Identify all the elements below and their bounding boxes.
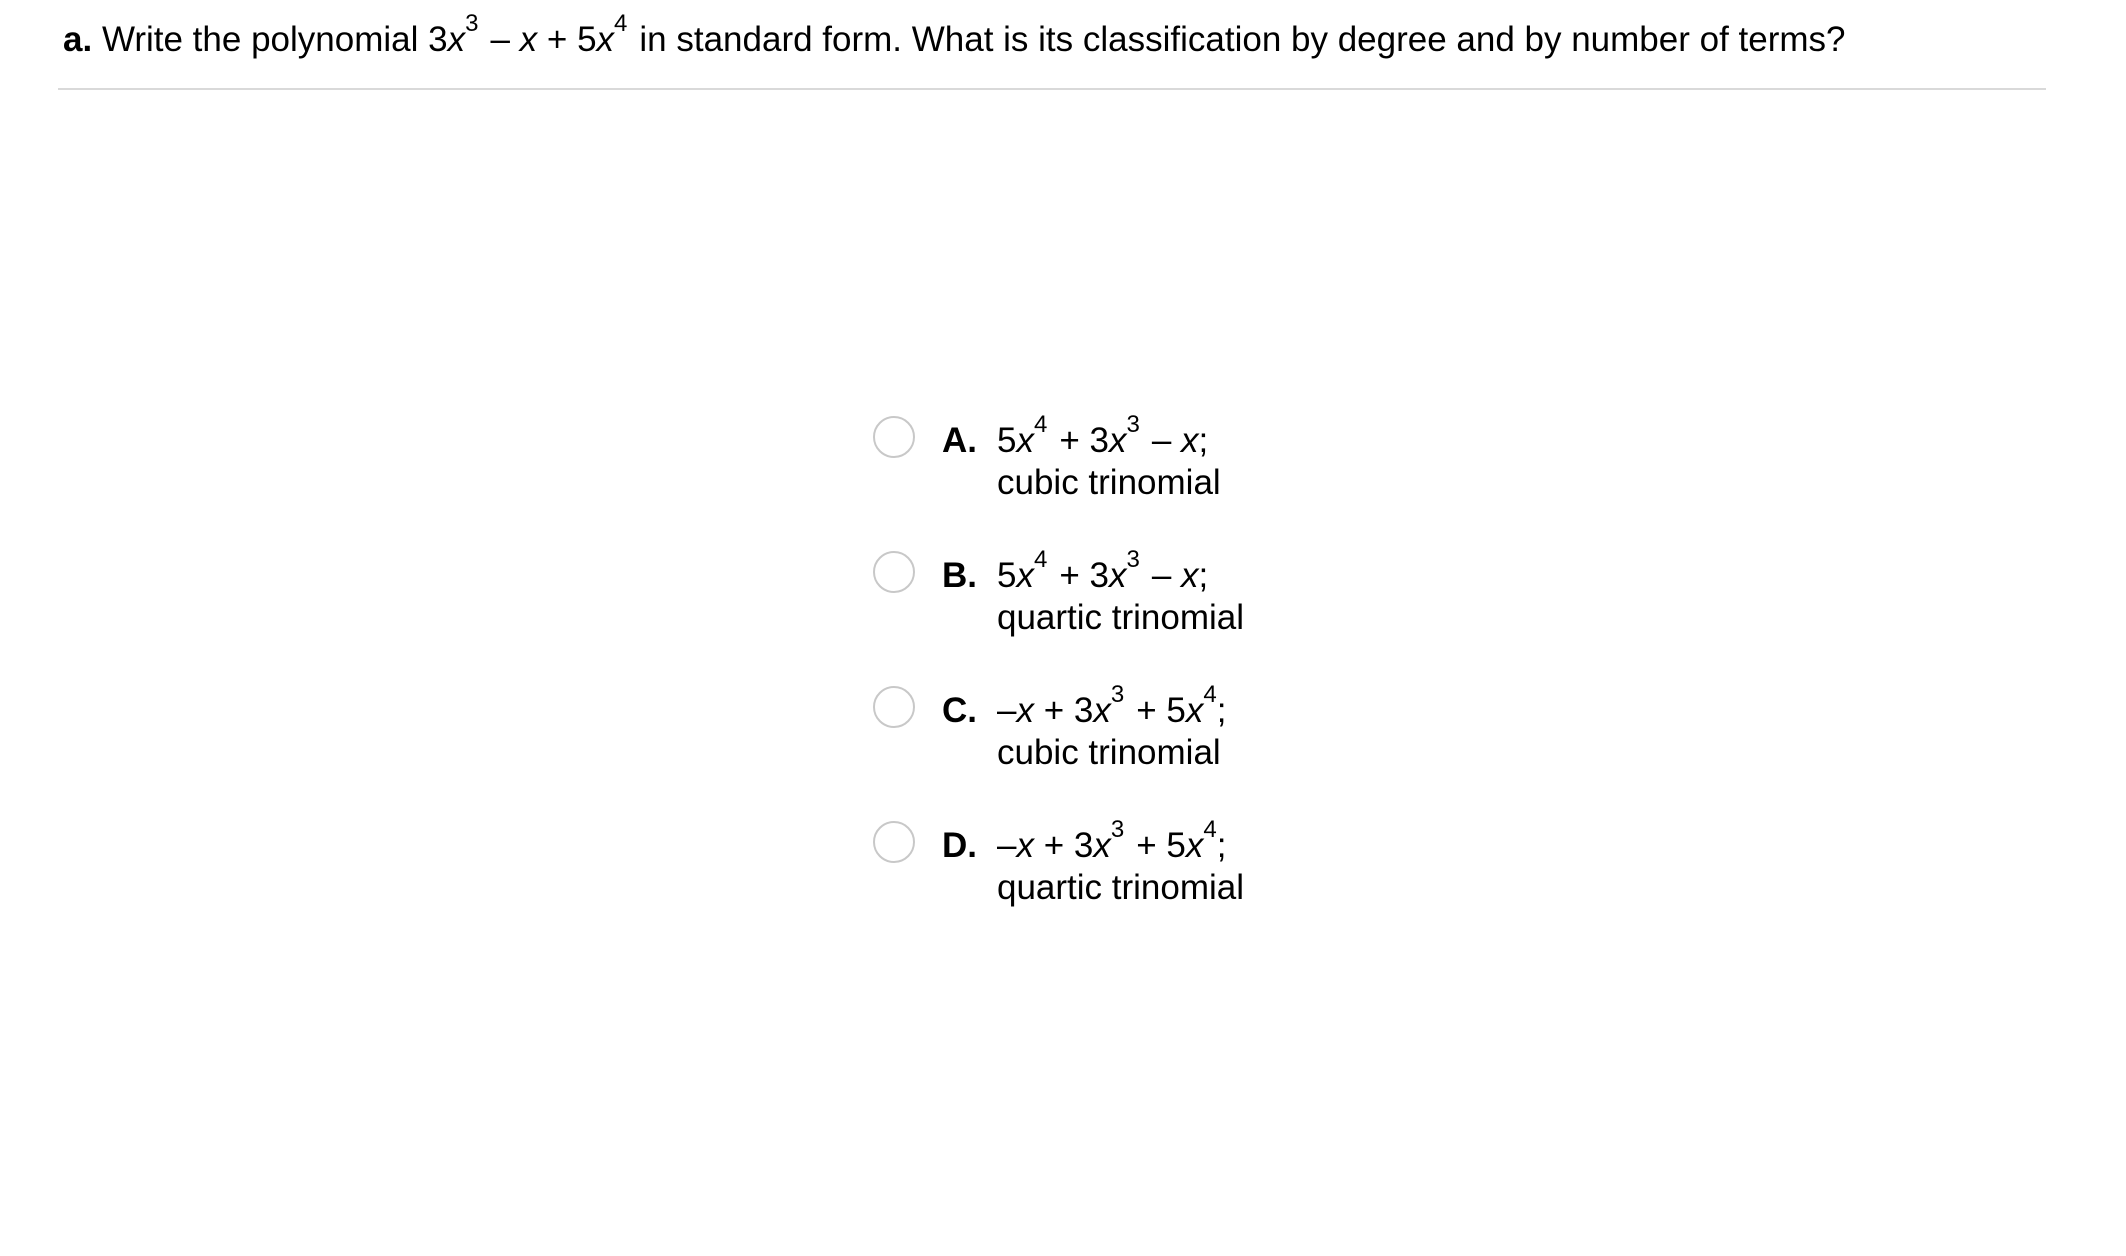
term-variable: x bbox=[1016, 556, 1034, 595]
term-terminator: ; bbox=[1216, 826, 1227, 865]
option-letter: A. bbox=[942, 421, 977, 460]
term-exponent: 3 bbox=[1110, 681, 1125, 708]
term-operator: + bbox=[1059, 421, 1080, 460]
option-letter: C. bbox=[942, 691, 977, 730]
radio-button-b[interactable] bbox=[873, 551, 915, 593]
term-exponent: 4 bbox=[1203, 816, 1217, 843]
term-exponent: 3 bbox=[1110, 816, 1125, 843]
term-variable: x bbox=[1181, 421, 1199, 460]
option-expression bbox=[997, 411, 1221, 462]
term-variable: x bbox=[519, 20, 538, 59]
term-operator: + bbox=[1059, 556, 1080, 595]
term-operator: + bbox=[546, 20, 568, 59]
option-content bbox=[997, 411, 1221, 504]
term-operator: + bbox=[1043, 826, 1065, 865]
option-expression bbox=[997, 681, 1227, 732]
term-exponent: 4 bbox=[1033, 411, 1048, 438]
option-content bbox=[997, 816, 1245, 909]
option-classification: cubic trinomial bbox=[997, 733, 1221, 772]
term-operator: – bbox=[490, 20, 510, 59]
term-coefficient: 5 bbox=[577, 20, 597, 59]
term-operator: – bbox=[997, 826, 1017, 865]
option-expression bbox=[997, 816, 1244, 867]
term-variable: x bbox=[1185, 691, 1204, 730]
term-terminator: ; bbox=[1198, 556, 1209, 595]
term-coefficient: 3 bbox=[1089, 556, 1109, 595]
question-text-before: Write the polynomial bbox=[101, 20, 419, 59]
option-classification: quartic trinomial bbox=[997, 598, 1245, 637]
term-variable: x bbox=[1016, 826, 1034, 865]
term-coefficient: 3 bbox=[428, 20, 448, 59]
term-exponent: 4 bbox=[614, 10, 628, 37]
term-variable: x bbox=[1093, 691, 1111, 730]
term-operator: – bbox=[1151, 556, 1172, 595]
question-text-after: in standard form. What is its classification by degree and by number of terms? bbox=[639, 20, 1846, 59]
term-variable: x bbox=[596, 20, 615, 59]
term-exponent: 4 bbox=[1203, 681, 1217, 708]
radio-button-a[interactable] bbox=[873, 416, 915, 458]
option-content bbox=[997, 681, 1227, 774]
term-operator: – bbox=[997, 691, 1017, 730]
term-operator: – bbox=[1151, 421, 1172, 460]
option-content bbox=[997, 546, 1245, 639]
term-terminator: ; bbox=[1216, 691, 1227, 730]
radio-button-c[interactable] bbox=[873, 686, 915, 728]
term-variable: x bbox=[447, 20, 466, 59]
option-letter: D. bbox=[942, 826, 977, 865]
term-operator: + bbox=[1136, 826, 1157, 865]
term-coefficient: 3 bbox=[1073, 691, 1094, 730]
term-coefficient: 5 bbox=[1166, 691, 1186, 730]
term-variable: x bbox=[1108, 421, 1127, 460]
term-coefficient: 5 bbox=[997, 421, 1017, 460]
term-coefficient: 3 bbox=[1073, 826, 1094, 865]
term-variable: x bbox=[1016, 421, 1034, 460]
term-exponent: 3 bbox=[1126, 411, 1140, 438]
term-variable: x bbox=[1181, 556, 1199, 595]
term-operator: + bbox=[1136, 691, 1157, 730]
term-exponent: 4 bbox=[1033, 546, 1048, 573]
option-classification: quartic trinomial bbox=[997, 868, 1245, 907]
term-exponent: 3 bbox=[1126, 546, 1140, 573]
radio-button-d[interactable] bbox=[873, 821, 915, 863]
option-classification: cubic trinomial bbox=[997, 463, 1221, 502]
option-letter: B. bbox=[942, 556, 977, 595]
term-variable: x bbox=[1108, 556, 1127, 595]
term-terminator: ; bbox=[1198, 421, 1209, 460]
question-divider bbox=[58, 88, 2046, 90]
question-label: a. bbox=[63, 20, 93, 59]
term-variable: x bbox=[1093, 826, 1111, 865]
term-coefficient: 5 bbox=[997, 556, 1017, 595]
term-coefficient: 5 bbox=[1166, 826, 1186, 865]
option-expression bbox=[997, 546, 1244, 597]
term-variable: x bbox=[1185, 826, 1204, 865]
term-variable: x bbox=[1016, 691, 1034, 730]
term-coefficient: 3 bbox=[1089, 421, 1109, 460]
question-polynomial bbox=[428, 10, 639, 59]
term-exponent: 3 bbox=[465, 10, 479, 37]
question-prompt bbox=[63, 10, 1846, 66]
term-operator: + bbox=[1043, 691, 1065, 730]
